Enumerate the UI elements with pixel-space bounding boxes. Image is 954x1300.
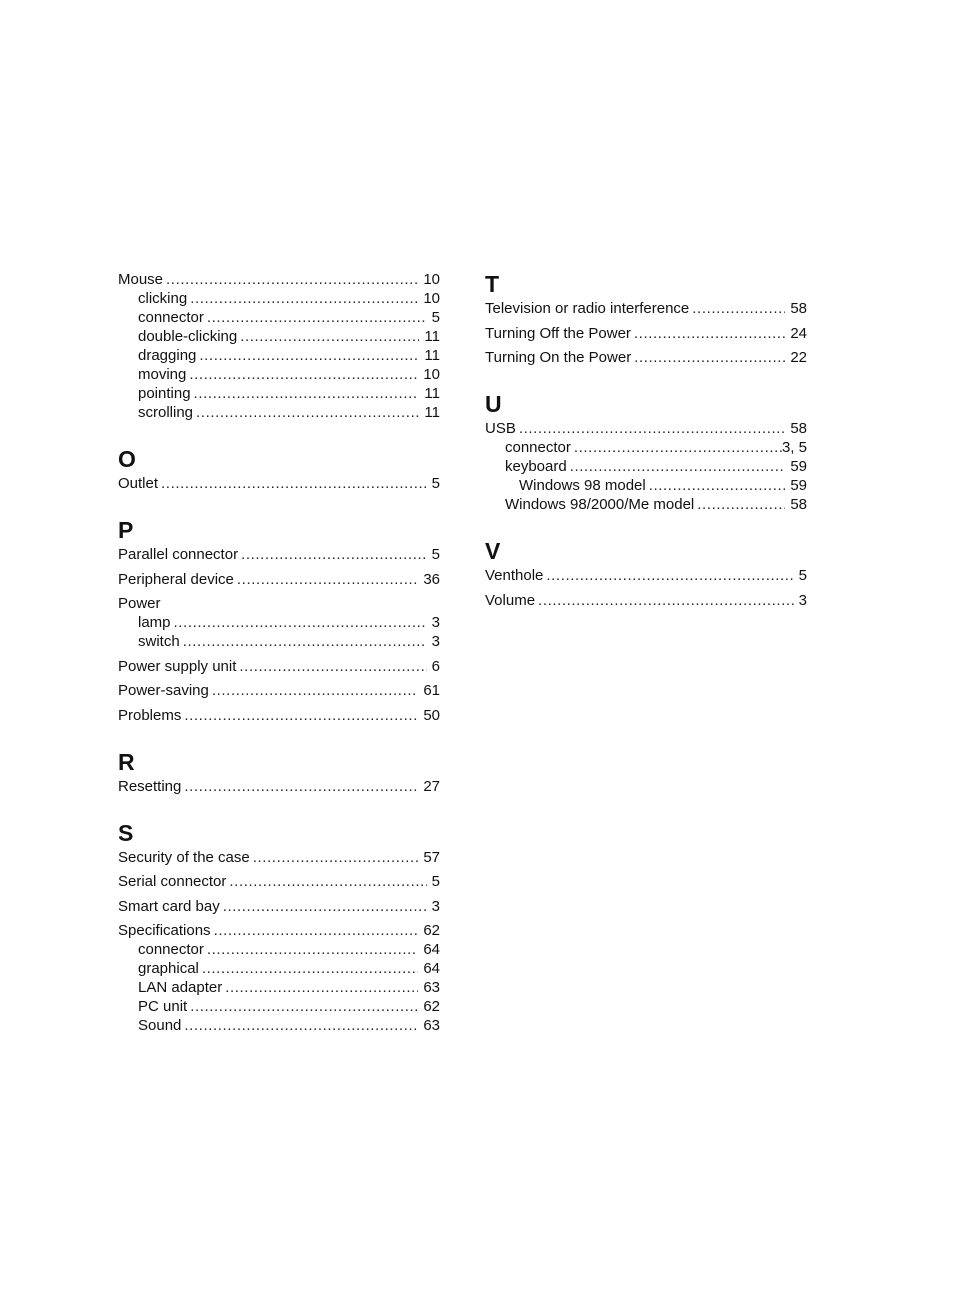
index-entry-mouse xyxy=(118,270,440,289)
dot-leader xyxy=(207,308,427,327)
index-page-number: 3, 5 xyxy=(781,439,807,456)
index-term: Security of the case xyxy=(118,848,250,866)
index-page-number: 3 xyxy=(431,897,440,915)
index-term: Outlet xyxy=(118,475,159,492)
index-term: dragging xyxy=(138,347,197,364)
index-term: Venthole xyxy=(485,567,544,584)
dot-leader xyxy=(538,591,794,610)
index-term: moving xyxy=(138,366,187,383)
index-page-number: 3 xyxy=(431,633,440,650)
dot-leader xyxy=(184,706,418,725)
dot-leader xyxy=(223,897,427,916)
index-term: PC unit xyxy=(138,998,188,1015)
index-page-number: 24 xyxy=(790,324,807,342)
dot-leader xyxy=(190,997,418,1016)
index-page-number: 64 xyxy=(423,960,440,977)
index-page-number: 3 xyxy=(431,614,440,631)
index-entry-graphical xyxy=(118,959,440,978)
dot-leader xyxy=(692,299,785,318)
dot-leader xyxy=(697,495,785,514)
index-entry-television-or-radio-interference xyxy=(485,299,807,318)
index-term: USB xyxy=(485,420,516,437)
index-term: LAN adapter xyxy=(138,979,223,996)
dot-leader xyxy=(649,476,786,495)
index-page-number: 5 xyxy=(798,567,807,584)
index-term: lamp xyxy=(138,614,171,631)
index-term: Mouse xyxy=(118,271,164,288)
dot-leader xyxy=(546,566,793,585)
index-letter-heading-v: V xyxy=(485,538,501,564)
dot-leader xyxy=(237,570,418,589)
index-letter-heading-o: O xyxy=(118,446,136,472)
dot-leader xyxy=(161,474,427,493)
index-entry-sound xyxy=(118,1016,440,1035)
index-entry-windows-98-model xyxy=(485,476,807,495)
index-term: connector xyxy=(138,941,204,958)
dot-leader xyxy=(199,346,419,365)
dot-leader xyxy=(190,289,418,308)
index-page-number: 58 xyxy=(790,496,807,513)
index-entry-resetting xyxy=(118,777,440,796)
index-term: Problems xyxy=(118,706,182,724)
index-term: Turning On the Power xyxy=(485,349,632,366)
index-page-number: 64 xyxy=(423,941,440,958)
index-page-number: 61 xyxy=(423,682,440,699)
index-page-number: 11 xyxy=(424,328,440,345)
index-page-number: 58 xyxy=(790,420,807,437)
index-page-number: 6 xyxy=(431,657,440,675)
index-page-number: 59 xyxy=(790,458,807,475)
dot-leader xyxy=(207,940,418,959)
index-column-left xyxy=(118,270,440,1035)
index-term: Television or radio interference xyxy=(485,300,690,317)
index-entry-problems xyxy=(118,706,440,725)
index-page-number: 62 xyxy=(423,922,440,939)
index-term: switch xyxy=(138,633,180,650)
index-page-number: 3 xyxy=(798,591,807,609)
index-entry-lan-adapter xyxy=(118,978,440,997)
index-term: Resetting xyxy=(118,777,182,795)
dot-leader xyxy=(634,324,785,343)
index-letter-heading-t: T xyxy=(485,271,500,297)
index-page-number: 59 xyxy=(790,477,807,494)
dot-leader xyxy=(196,403,419,422)
dot-leader xyxy=(253,848,419,867)
index-page-number: 62 xyxy=(423,998,440,1015)
index-entry-moving xyxy=(118,365,440,384)
dot-leader xyxy=(214,921,419,940)
index-entry-double-clicking xyxy=(118,327,440,346)
dot-leader xyxy=(183,632,427,651)
index-term: Windows 98 model xyxy=(519,477,646,494)
dot-leader xyxy=(241,545,427,564)
dot-leader xyxy=(194,384,420,403)
index-page-number: 5 xyxy=(431,546,440,563)
index-entry-peripheral-device xyxy=(118,570,440,589)
dot-leader xyxy=(229,872,426,891)
index-entry-connector xyxy=(485,438,807,457)
index-entry-pointing xyxy=(118,384,440,403)
index-entry-clicking xyxy=(118,289,440,308)
index-entry-turning-off-the-power xyxy=(485,324,807,343)
dot-leader xyxy=(166,270,418,289)
dot-leader xyxy=(174,613,427,632)
index-entry-pc-unit xyxy=(118,997,440,1016)
index-letter-heading-r: R xyxy=(118,748,135,775)
index-entry-switch xyxy=(118,632,440,651)
index-entry-windows-98-2000-me-model xyxy=(485,495,807,514)
index-entry-scrolling xyxy=(118,403,440,422)
index-page-number: 5 xyxy=(431,873,440,890)
index-entry-keyboard xyxy=(485,457,807,476)
index-term: Turning Off the Power xyxy=(485,324,631,342)
index-term: Specifications xyxy=(118,922,211,939)
index-term: clicking xyxy=(138,290,188,307)
index-entry-power-saving xyxy=(118,681,440,700)
dot-leader xyxy=(202,959,418,978)
index-term: Power-saving xyxy=(118,682,209,699)
index-page-number: 63 xyxy=(423,979,440,996)
index-page-number: 10 xyxy=(423,290,440,307)
index-page-number: 5 xyxy=(431,475,440,492)
index-page-number: 63 xyxy=(423,1017,440,1034)
index-term: Parallel connector xyxy=(118,546,239,563)
index-entry-parallel-connector xyxy=(118,545,440,564)
index-entry-serial-connector xyxy=(118,872,440,891)
dot-leader xyxy=(225,978,418,997)
index-term: Serial connector xyxy=(118,873,227,890)
dot-leader xyxy=(184,777,418,796)
index-column-right xyxy=(485,270,807,610)
dot-leader xyxy=(239,657,426,676)
index-entry-smart-card-bay xyxy=(118,897,440,916)
index-page-number: 57 xyxy=(423,848,440,866)
index-term: Power supply unit xyxy=(118,657,237,675)
index-term: Sound xyxy=(138,1017,182,1034)
index-entry-power xyxy=(118,594,440,613)
index-page-number: 11 xyxy=(424,385,440,402)
index-term: Peripheral device xyxy=(118,570,234,588)
index-page-number: 5 xyxy=(431,309,440,326)
index-entry-connector xyxy=(118,940,440,959)
index-entry-outlet xyxy=(118,474,440,493)
dot-leader xyxy=(189,365,418,384)
index-term: pointing xyxy=(138,385,191,402)
index-page-number: 27 xyxy=(423,777,440,795)
dot-leader xyxy=(240,327,419,346)
index-entry-usb xyxy=(485,419,807,438)
index-entry-lamp xyxy=(118,613,440,632)
index-entry-venthole xyxy=(485,566,807,585)
index-entry-security-of-the-case xyxy=(118,848,440,867)
index-page-number: 58 xyxy=(790,300,807,317)
dot-leader xyxy=(184,1016,418,1035)
index-page-number: 36 xyxy=(423,570,440,588)
index-term: connector xyxy=(138,309,204,326)
index-term: keyboard xyxy=(505,458,567,475)
index-term: Smart card bay xyxy=(118,897,220,915)
index-page-number: 10 xyxy=(423,271,440,288)
dot-leader xyxy=(212,681,418,700)
index-term: graphical xyxy=(138,960,199,977)
index-entry-specifications xyxy=(118,921,440,940)
dot-leader xyxy=(519,419,785,438)
index-term: scrolling xyxy=(138,404,194,421)
index-page-number: 50 xyxy=(423,706,440,724)
index-letter-heading-s: S xyxy=(118,819,134,846)
index-term: Power xyxy=(118,595,161,612)
dot-leader xyxy=(574,438,782,457)
index-term: double-clicking xyxy=(138,328,238,345)
index-entry-dragging xyxy=(118,346,440,365)
index-page-number: 22 xyxy=(790,349,807,366)
index-letter-heading-p: P xyxy=(118,517,134,543)
index-term: Volume xyxy=(485,591,536,609)
dot-leader xyxy=(570,457,786,476)
index-page-number: 10 xyxy=(423,366,440,383)
index-page-number: 11 xyxy=(424,347,440,364)
index-entry-connector xyxy=(118,308,440,327)
index-term: Windows 98/2000/Me model xyxy=(505,496,695,513)
index-letter-heading-u: U xyxy=(485,391,502,417)
index-page-number: 11 xyxy=(424,404,440,421)
index-entry-power-supply-unit xyxy=(118,657,440,676)
dot-leader xyxy=(634,348,785,367)
index-term: connector xyxy=(505,439,571,456)
index-entry-turning-on-the-power xyxy=(485,348,807,367)
index-entry-volume xyxy=(485,591,807,610)
